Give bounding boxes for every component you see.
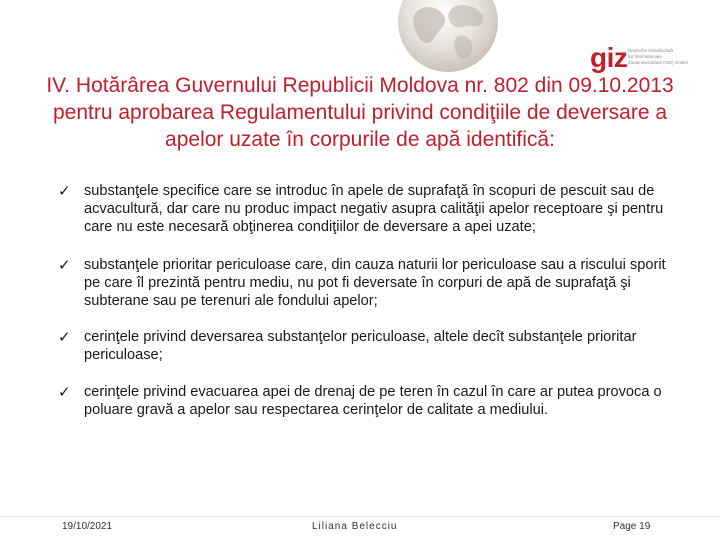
slide-title: IV. Hotărârea Guvernului Republicii Moldova nr. 802 din 09.10.2013 pentru aprobarea Regulamentului privind condiţiile de deversare a apelor uzate în corpurile de apă identifică:: [46, 74, 674, 151]
checkmark-icon: ✓: [58, 328, 71, 346]
list-item: [58, 182, 668, 236]
footer-page-number: Page 19: [613, 521, 651, 532]
logo-text: [628, 48, 708, 66]
list-item-text: substanţele specifice care se introduc în apele de suprafaţă în scopuri de pescuit sau de acvacultură, dar care nu produc impact negativ asupra calităţii apelor receptoare şi pentru care nu este necesară obţinerea condiţiilor de deversare a apei uzate;: [84, 183, 664, 235]
checkmark-icon: ✓: [58, 256, 71, 274]
list-item: [58, 256, 668, 310]
list-item: [58, 383, 668, 419]
checkmark-icon: ✓: [58, 182, 71, 200]
checkmark-icon: ✓: [58, 383, 71, 401]
list-item: [58, 328, 668, 364]
globe-graphic: [388, 0, 508, 72]
logo-line: Deutsche Gesellschaft: [628, 48, 674, 53]
footer-date: 19/10/2021: [62, 521, 113, 532]
list-item-text: substanţele prioritar periculoase care, din cauza naturii lor periculoase sau a riscului sporit pe care îl prezintă pentru mediu, nu pot fi deversate în corpuri de apă de suprafaţă şi subterane sau pe terenuri ale fondului apelor;: [84, 257, 666, 309]
list-item-text: cerinţele privind deversarea substanţelor periculoase, altele decît substanţele prioritar periculoase;: [84, 329, 637, 363]
footer-divider: [0, 516, 720, 517]
list-item-text: cerinţele privind evacuarea apei de drenaj de pe teren în cazul în care ar putea provoca o poluare gravă a apelor sau respectarea cerinţelor de calitate a mediului.: [84, 384, 662, 418]
logo-line: Zusammenarbeit (GIZ) GmbH: [628, 60, 688, 65]
logo-mark: giz: [590, 42, 628, 73]
logo-line: für Internationale: [628, 54, 662, 59]
footer-author: Liliana Belecciu: [312, 521, 398, 532]
bullet-list: [58, 182, 668, 419]
